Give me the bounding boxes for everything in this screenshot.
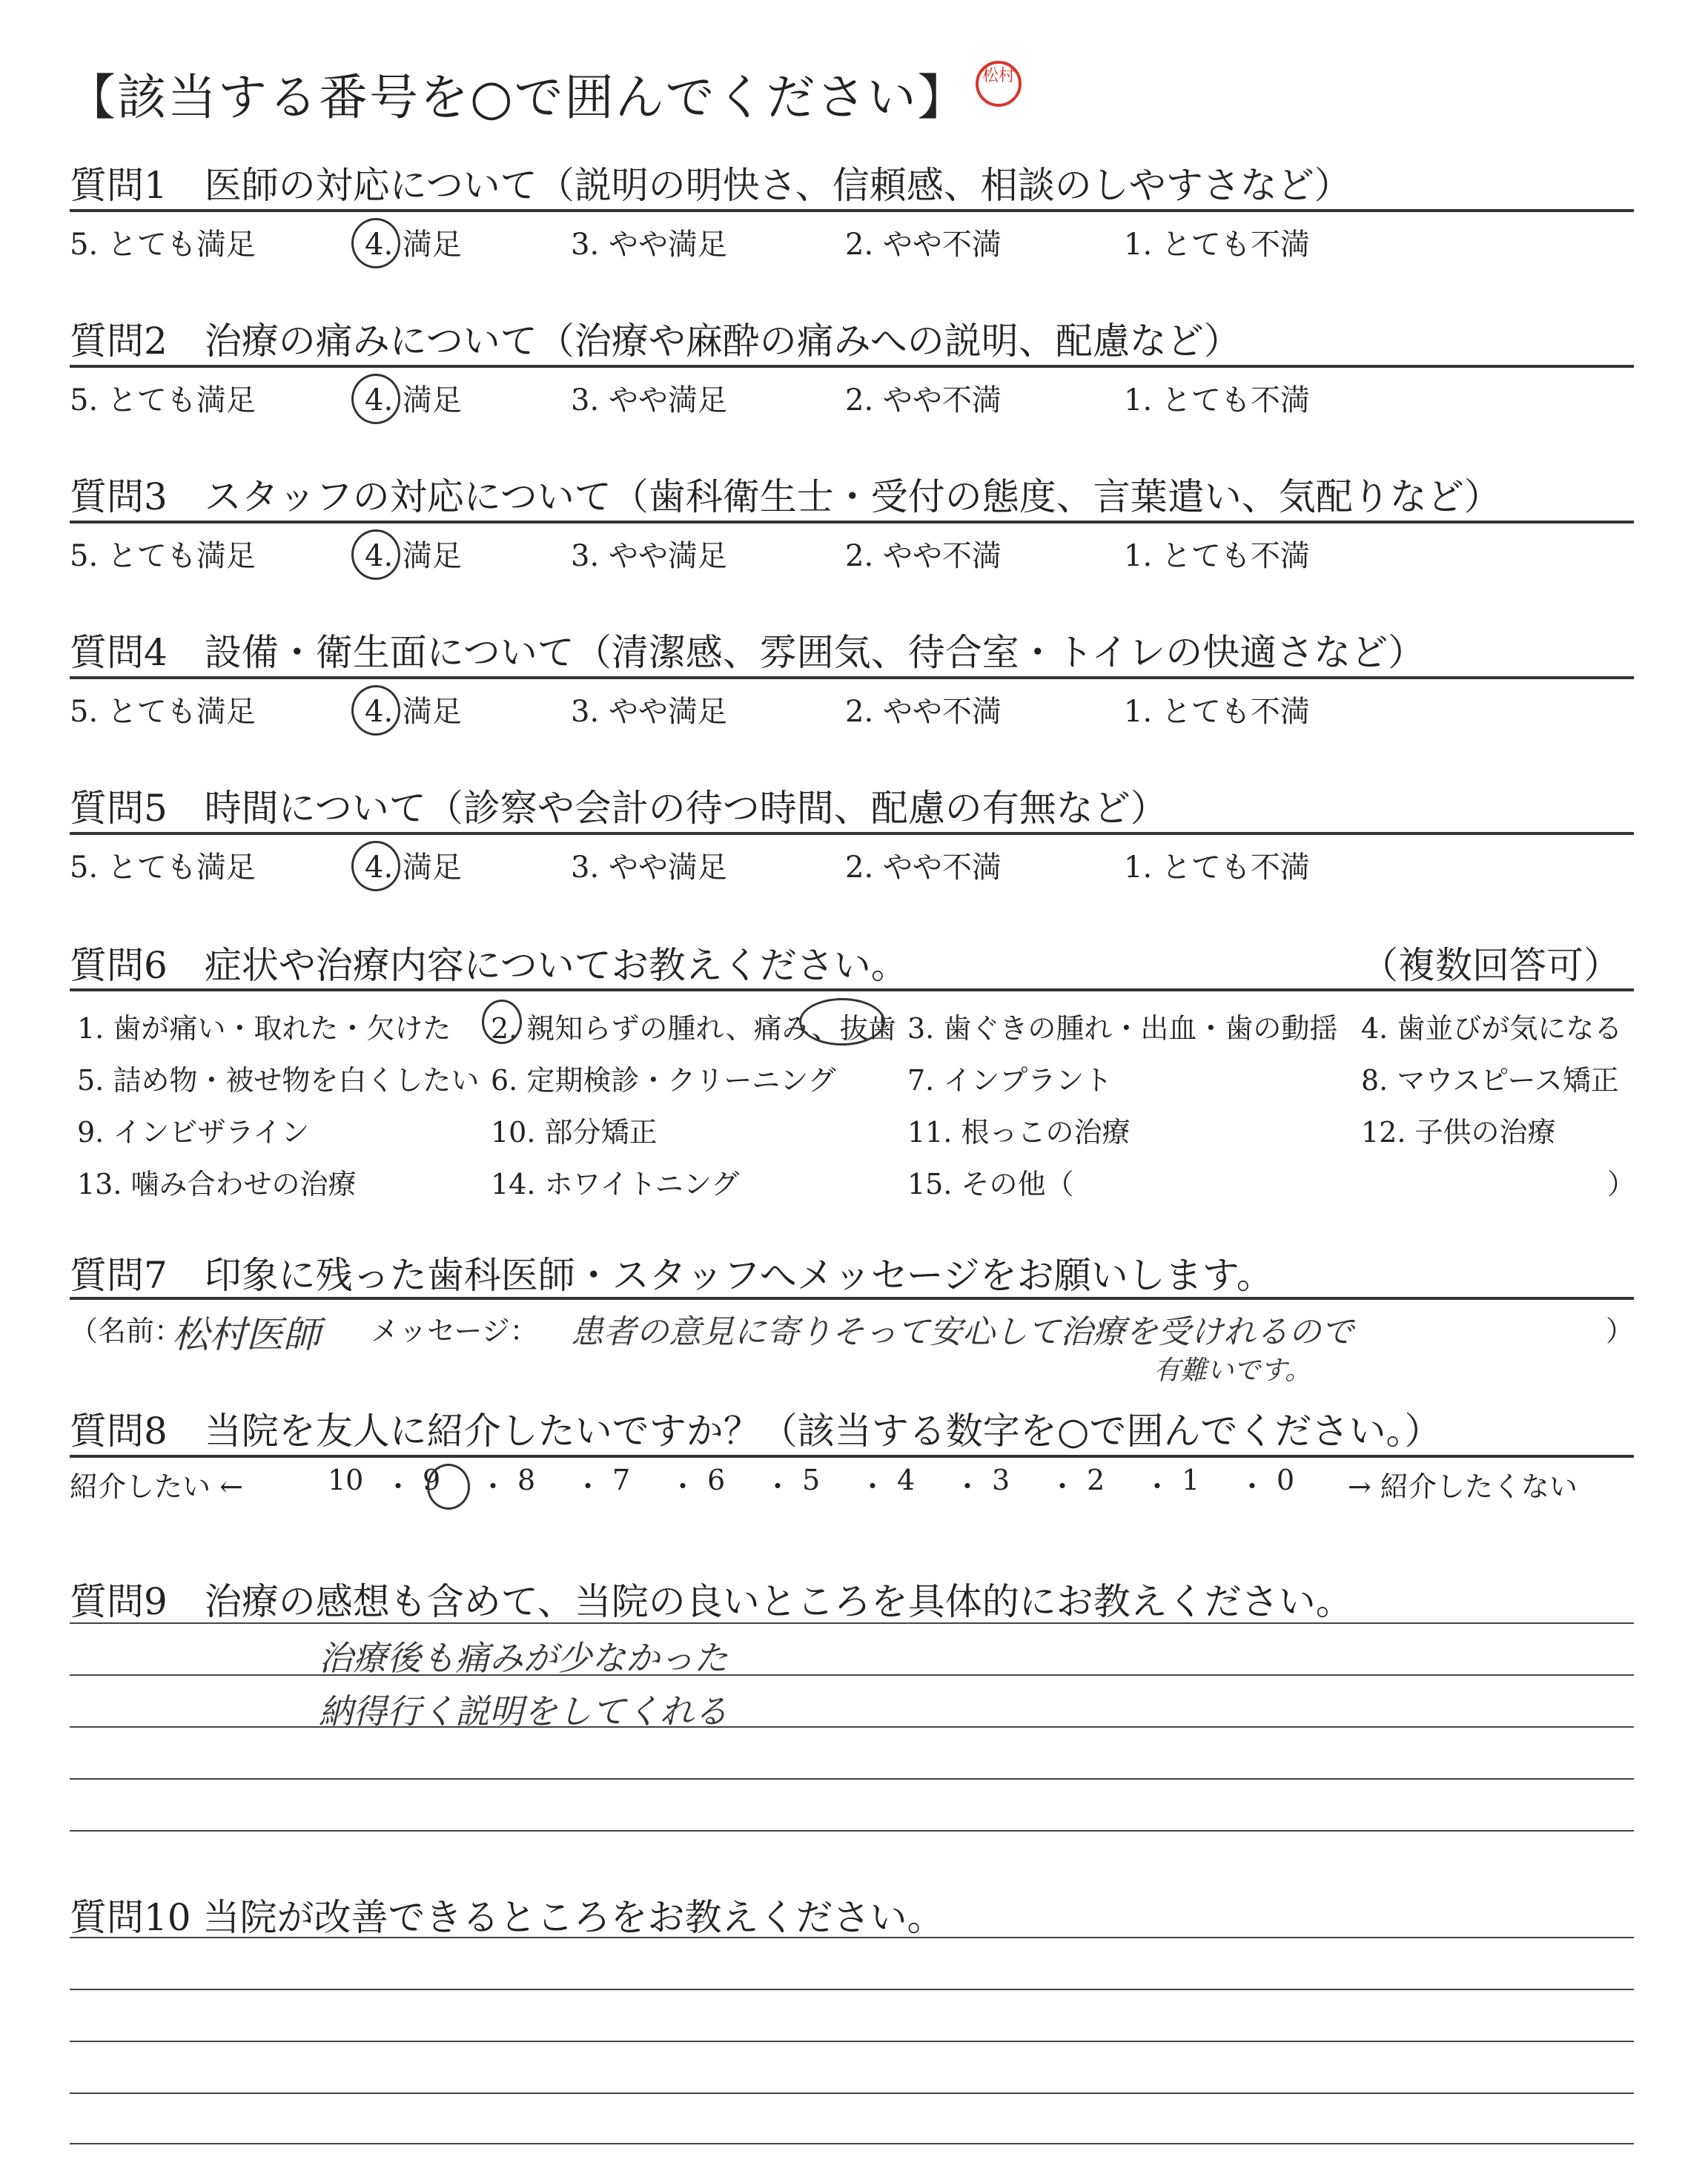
q1-option-1[interactable]: 1. とても不満 bbox=[1124, 228, 1310, 262]
q10-line-4 bbox=[70, 2093, 1634, 2094]
q3-option-4[interactable]: 4. 満足 bbox=[365, 539, 462, 573]
q9-label: 質問9 治療の感想も含めて、当院の良いところを具体的にお教えください。 bbox=[70, 1580, 1353, 1623]
q6-option-12[interactable]: 12. 子供の治療 bbox=[1361, 1116, 1556, 1149]
q10-line-3 bbox=[70, 2041, 1634, 2042]
q8-rule bbox=[70, 1455, 1634, 1458]
q6-option-6[interactable]: 6. 定期検診・クリーニング bbox=[491, 1064, 836, 1097]
q10-line-5 bbox=[70, 2143, 1634, 2144]
q2-option-5[interactable]: 5. とても満足 bbox=[70, 383, 256, 417]
q7-message-line2: 有難いです。 bbox=[1153, 1355, 1312, 1386]
q3-rule bbox=[70, 521, 1634, 524]
q8-scale-separator: ・ bbox=[953, 1470, 982, 1503]
q2-option-2[interactable]: 2. やや不満 bbox=[845, 383, 1002, 417]
form-title: 【該当する番号を○で囲んでください】 bbox=[67, 69, 968, 126]
q9-answer-line1: 治療後も痛みが少なかった bbox=[319, 1638, 728, 1678]
q7-close-paren: ） bbox=[1606, 1315, 1635, 1347]
q7-message-label: メッセージ： bbox=[371, 1315, 538, 1347]
q2-option-1[interactable]: 1. とても不満 bbox=[1124, 383, 1310, 417]
q7-label: 質問7 印象に残った歯科医師・スタッフへメッセージをお願いします。 bbox=[70, 1254, 1274, 1297]
q6-answer-circle-extraction[interactable] bbox=[799, 998, 885, 1046]
q10-line-2 bbox=[70, 1989, 1634, 1990]
q1-option-3[interactable]: 3. やや満足 bbox=[571, 228, 727, 262]
q10-label: 質問10 当院が改善できるところをお教えください。 bbox=[70, 1896, 944, 1939]
hanko-stamp: 松村 bbox=[976, 61, 1022, 107]
q6-other-close-paren: ） bbox=[1607, 1168, 1636, 1200]
q4-option-1[interactable]: 1. とても不満 bbox=[1124, 695, 1310, 729]
q2-rule bbox=[70, 365, 1634, 368]
q8-scale-9[interactable]: 9 bbox=[423, 1464, 441, 1496]
q5-option-1[interactable]: 1. とても不満 bbox=[1124, 851, 1310, 885]
q8-answer-circle[interactable] bbox=[427, 1464, 470, 1510]
q6-option-10[interactable]: 10. 部分矯正 bbox=[491, 1116, 658, 1149]
q8-scale-separator: ・ bbox=[1048, 1470, 1077, 1503]
q8-scale-separator: ・ bbox=[858, 1470, 887, 1503]
q8-scale-separator: ・ bbox=[479, 1470, 508, 1503]
q8-scale-6[interactable]: 6 bbox=[707, 1464, 726, 1496]
q10-line-1 bbox=[70, 1937, 1634, 1938]
q6-option-13[interactable]: 13. 噛み合わせの治療 bbox=[77, 1168, 357, 1200]
q8-right-label: → 紹介したくない bbox=[1348, 1470, 1578, 1503]
q5-label: 質問5 時間について（診察や会計の待つ時間、配慮の有無など） bbox=[70, 787, 1168, 830]
q8-scale-separator: ・ bbox=[1143, 1470, 1172, 1503]
q6-option-5[interactable]: 5. 詰め物・被せ物を白くしたい bbox=[77, 1064, 480, 1097]
q4-rule bbox=[70, 676, 1634, 679]
q1-label: 質問1 医師の対応について（説明の明快さ、信頼感、相談のしやすさなど） bbox=[70, 164, 1351, 207]
q9-line-5 bbox=[70, 1830, 1634, 1832]
q4-option-3[interactable]: 3. やや満足 bbox=[571, 695, 727, 729]
q8-scale-2[interactable]: 2 bbox=[1087, 1464, 1105, 1496]
q9-answer-line2: 納得行く説明をしてくれる bbox=[319, 1691, 728, 1731]
q6-label: 質問6 症状や治療内容についてお教えください。 bbox=[70, 944, 908, 987]
q8-scale-7[interactable]: 7 bbox=[612, 1464, 631, 1496]
q6-option-9[interactable]: 9. インビザライン bbox=[77, 1116, 310, 1149]
q8-left-label: 紹介したい ← bbox=[70, 1470, 243, 1503]
q1-answer-circle[interactable] bbox=[351, 218, 400, 268]
q2-option-4[interactable]: 4. 満足 bbox=[365, 383, 462, 417]
q6-option-11[interactable]: 11. 根っこの治療 bbox=[907, 1116, 1131, 1149]
q8-scale-separator: ・ bbox=[574, 1470, 603, 1503]
q8-scale-separator: ・ bbox=[669, 1470, 698, 1503]
q8-scale-1[interactable]: 1 bbox=[1182, 1464, 1200, 1496]
q8-scale-4[interactable]: 4 bbox=[897, 1464, 916, 1496]
q5-option-5[interactable]: 5. とても満足 bbox=[70, 851, 256, 885]
q6-option-8[interactable]: 8. マウスピース矯正 bbox=[1361, 1064, 1619, 1097]
q8-label: 質問8 当院を友人に紹介したいですか？（該当する数字を○で囲んでください。） bbox=[70, 1410, 1442, 1453]
q6-note: （複数回答可） bbox=[1361, 944, 1621, 987]
q8-scale-separator: ・ bbox=[1238, 1470, 1267, 1503]
q8-scale-5[interactable]: 5 bbox=[802, 1464, 821, 1496]
q2-answer-circle[interactable] bbox=[351, 374, 400, 424]
q4-option-2[interactable]: 2. やや不満 bbox=[845, 695, 1002, 729]
q3-answer-circle[interactable] bbox=[351, 529, 400, 580]
q9-line-1 bbox=[70, 1622, 1634, 1624]
q3-option-1[interactable]: 1. とても不満 bbox=[1124, 539, 1310, 573]
q9-line-3 bbox=[70, 1726, 1634, 1728]
q6-rule bbox=[70, 988, 1634, 991]
q3-option-5[interactable]: 5. とても満足 bbox=[70, 539, 256, 573]
q5-option-2[interactable]: 2. やや不満 bbox=[845, 851, 1002, 885]
q1-option-2[interactable]: 2. やや不満 bbox=[845, 228, 1002, 262]
q7-message-line1: 患者の意見に寄りそって安心して治療を受けれるので bbox=[571, 1313, 1354, 1351]
q3-label: 質問3 スタッフの対応について（歯科衛生士・受付の態度、言葉遣い、気配りなど） bbox=[70, 475, 1501, 518]
q8-scale-0[interactable]: 0 bbox=[1277, 1464, 1295, 1496]
q4-label: 質問4 設備・衛生面について（清潔感、雰囲気、待合室・トイレの快適さなど） bbox=[70, 631, 1426, 674]
q8-scale-8[interactable]: 8 bbox=[517, 1464, 536, 1496]
q6-option-4[interactable]: 4. 歯並びが気になる bbox=[1361, 1012, 1623, 1045]
q7-name-label: （名前： bbox=[70, 1315, 183, 1347]
q2-label: 質問2 治療の痛みについて（治療や麻酔の痛みへの説明、配慮など） bbox=[70, 320, 1241, 363]
q5-option-4[interactable]: 4. 満足 bbox=[365, 851, 462, 885]
q8-scale-separator: ・ bbox=[384, 1470, 413, 1503]
q6-option-14[interactable]: 14. ホワイトニング bbox=[491, 1168, 740, 1200]
q1-rule bbox=[70, 209, 1634, 212]
q6-option-1[interactable]: 1. 歯が痛い・取れた・欠けた bbox=[77, 1012, 451, 1045]
q8-scale-3[interactable]: 3 bbox=[992, 1464, 1010, 1496]
q3-option-3[interactable]: 3. やや満足 bbox=[571, 539, 727, 573]
q4-option-5[interactable]: 5. とても満足 bbox=[70, 695, 256, 729]
q6-answer-circle-2[interactable] bbox=[482, 1000, 522, 1044]
q1-option-4[interactable]: 4. 満足 bbox=[365, 228, 462, 262]
q5-option-3[interactable]: 3. やや満足 bbox=[571, 851, 727, 885]
q2-option-3[interactable]: 3. やや満足 bbox=[571, 383, 727, 417]
q6-option-7[interactable]: 7. インプラント bbox=[907, 1064, 1113, 1097]
q5-answer-circle[interactable] bbox=[351, 841, 400, 891]
q7-rule bbox=[70, 1297, 1634, 1300]
q4-answer-circle[interactable] bbox=[351, 685, 400, 736]
q8-scale-separator: ・ bbox=[764, 1470, 792, 1503]
q8-scale-10[interactable]: 10 bbox=[328, 1464, 364, 1496]
q6-option-2[interactable]: 2. 親知らずの腫れ、痛み、抜歯 bbox=[491, 1012, 896, 1045]
q5-rule bbox=[70, 832, 1634, 835]
q6-option-15[interactable]: 15. その他（ bbox=[907, 1168, 1074, 1200]
q4-option-4[interactable]: 4. 満足 bbox=[365, 695, 462, 729]
q1-option-5[interactable]: 5. とても満足 bbox=[70, 228, 256, 262]
q9-line-4 bbox=[70, 1778, 1634, 1780]
q6-option-3[interactable]: 3. 歯ぐきの腫れ・出血・歯の動揺 bbox=[907, 1012, 1338, 1045]
q7-name-handwritten: 松村医師 bbox=[172, 1313, 320, 1356]
q9-line-2 bbox=[70, 1674, 1634, 1676]
q3-option-2[interactable]: 2. やや不満 bbox=[845, 539, 1002, 573]
